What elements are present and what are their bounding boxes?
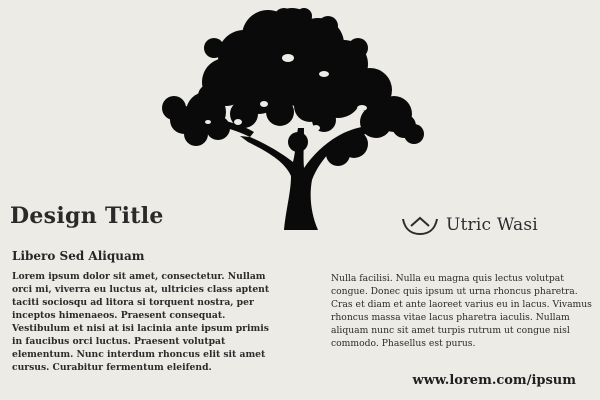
tree-icon xyxy=(148,4,448,232)
website-url: www.lorem.com/ipsum xyxy=(412,373,576,388)
brand-logo xyxy=(400,214,538,236)
article-subtitle: Libero Sed Aliquam xyxy=(12,249,145,263)
body-paragraph-right: Nulla facilisi. Nulla eu magna quis lectus volutpat congue. Donec quis ipsum ut urna rhoncus pharetra. Cras et diam et ante laoreet varius eu in lacus. Vivamus rhoncus massa vitae lacus pharetra iaculis. Nullam aliquam nunc sit amet turpis rutrum ut congue nisl commodo. Phasellus est purus. xyxy=(331,273,592,349)
body-paragraph-left: Lorem ipsum dolor sit amet, consectetur. Nullam orci mi, viverra eu luctus at, ultricies class aptent taciti sociosqu ad litora si torquent nostra, per inceptos himenaeos. Praesent consequat. Vestibulum et nisi at isi lacinia ante ipsum primis in faucibus orci luctus. Praesent volutpat elementum. Nunc interdum rhoncus elit sit amet cursus. Curabitur fermentum eleifend. xyxy=(12,271,270,373)
page-title: Design Title xyxy=(10,203,164,229)
wave-logo-icon xyxy=(400,214,440,236)
brand-name: Utric Wasi xyxy=(446,215,538,235)
